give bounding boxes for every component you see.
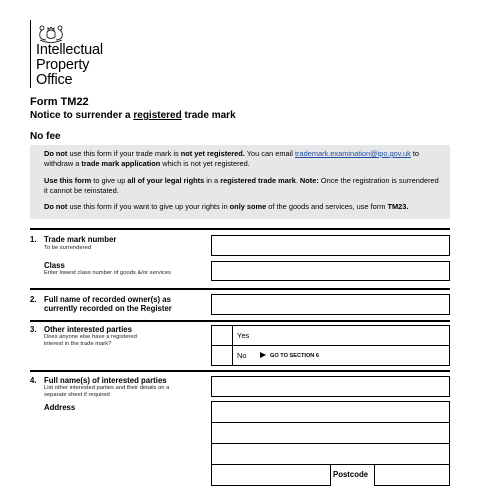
logo-line: Office [36,72,73,88]
no-checkbox[interactable] [211,345,233,366]
section-number: 4. [30,376,37,385]
text: in a [204,176,221,185]
interested-party-name-label: Full name(s) of interested parties [44,376,167,385]
yes-option [232,325,450,346]
owner-name-label [44,295,172,313]
interested-parties-label: Other interested parties [44,325,132,334]
section-number: 3. [30,325,37,334]
goto-section-text: GO TO SECTION 6 [270,353,320,359]
text: to withdraw a [44,149,420,168]
emphasis: trade mark application [81,159,161,168]
text: which is not yet registered. [160,159,250,168]
section-number: 1. [30,235,37,244]
text: use this form if you want to give up your rights in [67,202,230,211]
address-line-4-field[interactable] [211,464,331,486]
label-line: currently recorded on the Register [44,304,172,313]
class-hint: Enter lowest class number of goods &/or services [44,270,171,276]
hint-line: separate sheet if required [44,392,110,398]
trade-mark-number-hint: To be surrendered [44,245,92,251]
text: of the goods and services, use form [266,202,388,211]
notice-paragraph [44,202,442,212]
emphasis: registered trade mark [220,176,296,185]
hint-line: interest in the trade mark? [44,341,112,347]
fee-text: No fee [30,131,61,142]
yes-label: Yes [237,331,250,340]
interested-parties-hint [44,334,137,348]
logo-line: Property [36,57,90,73]
emphasis: Note: [299,176,319,185]
hint-line: List other interested parties and their details on a [44,385,170,391]
logo-divider [30,20,31,88]
text: . [295,176,300,185]
section-divider [30,288,450,290]
section-divider [30,320,450,322]
postcode-label: Postcode [333,470,369,479]
notice-box [30,145,450,219]
emphasis: TM23. [387,202,409,211]
notice-paragraph [44,149,442,169]
address-label: Address [44,403,76,412]
class-field[interactable] [211,261,450,281]
subtitle-text: Notice to surrender a [30,110,134,121]
text: You can email [244,149,295,158]
text: use this form if your trade mark is [67,149,181,158]
arrow-right-icon [260,352,266,358]
address-line-2-field[interactable] [211,422,450,444]
address-line-1-field[interactable] [211,401,450,423]
no-label: No [237,351,247,360]
trade-mark-number-label: Trade mark number [44,235,117,244]
label-line: Full name of recorded owner(s) as [44,295,171,304]
form-title: Form TM22 [30,96,89,108]
text: Once the registration is surrendered it cannot be reinstated. [44,176,439,195]
notice-paragraph [44,176,442,196]
hint-line: Does anyone else have a registered [44,334,137,340]
postcode-field[interactable] [374,464,450,486]
section-divider [30,228,450,230]
subtitle-text: trade mark [181,110,236,121]
ipo-logo-text [36,43,103,88]
emphasis: only some [229,202,267,211]
emphasis: Use this form [44,176,92,185]
emphasis: all of your legal rights [127,176,205,185]
class-label: Class [44,261,65,270]
emphasis: Do not [44,202,68,211]
yes-checkbox[interactable] [211,325,233,346]
interested-party-name-hint [44,385,169,399]
section-number: 2. [30,295,37,304]
trade-mark-number-field[interactable] [211,235,450,256]
section-divider [30,370,450,372]
form-subtitle [30,110,236,121]
logo-line: Intellectual [36,42,103,58]
royal-crest-icon [36,20,66,44]
text: to give up [91,176,128,185]
emphasis: Do not [44,149,68,158]
address-line-3-field[interactable] [211,443,450,465]
emphasis: not yet registered. [180,149,245,158]
email-link[interactable]: trademark.examination@ipo.gov.uk [294,149,411,158]
interested-party-name-field[interactable] [211,376,450,397]
subtitle-emphasis: registered [133,110,182,121]
owner-name-field[interactable] [211,294,450,315]
